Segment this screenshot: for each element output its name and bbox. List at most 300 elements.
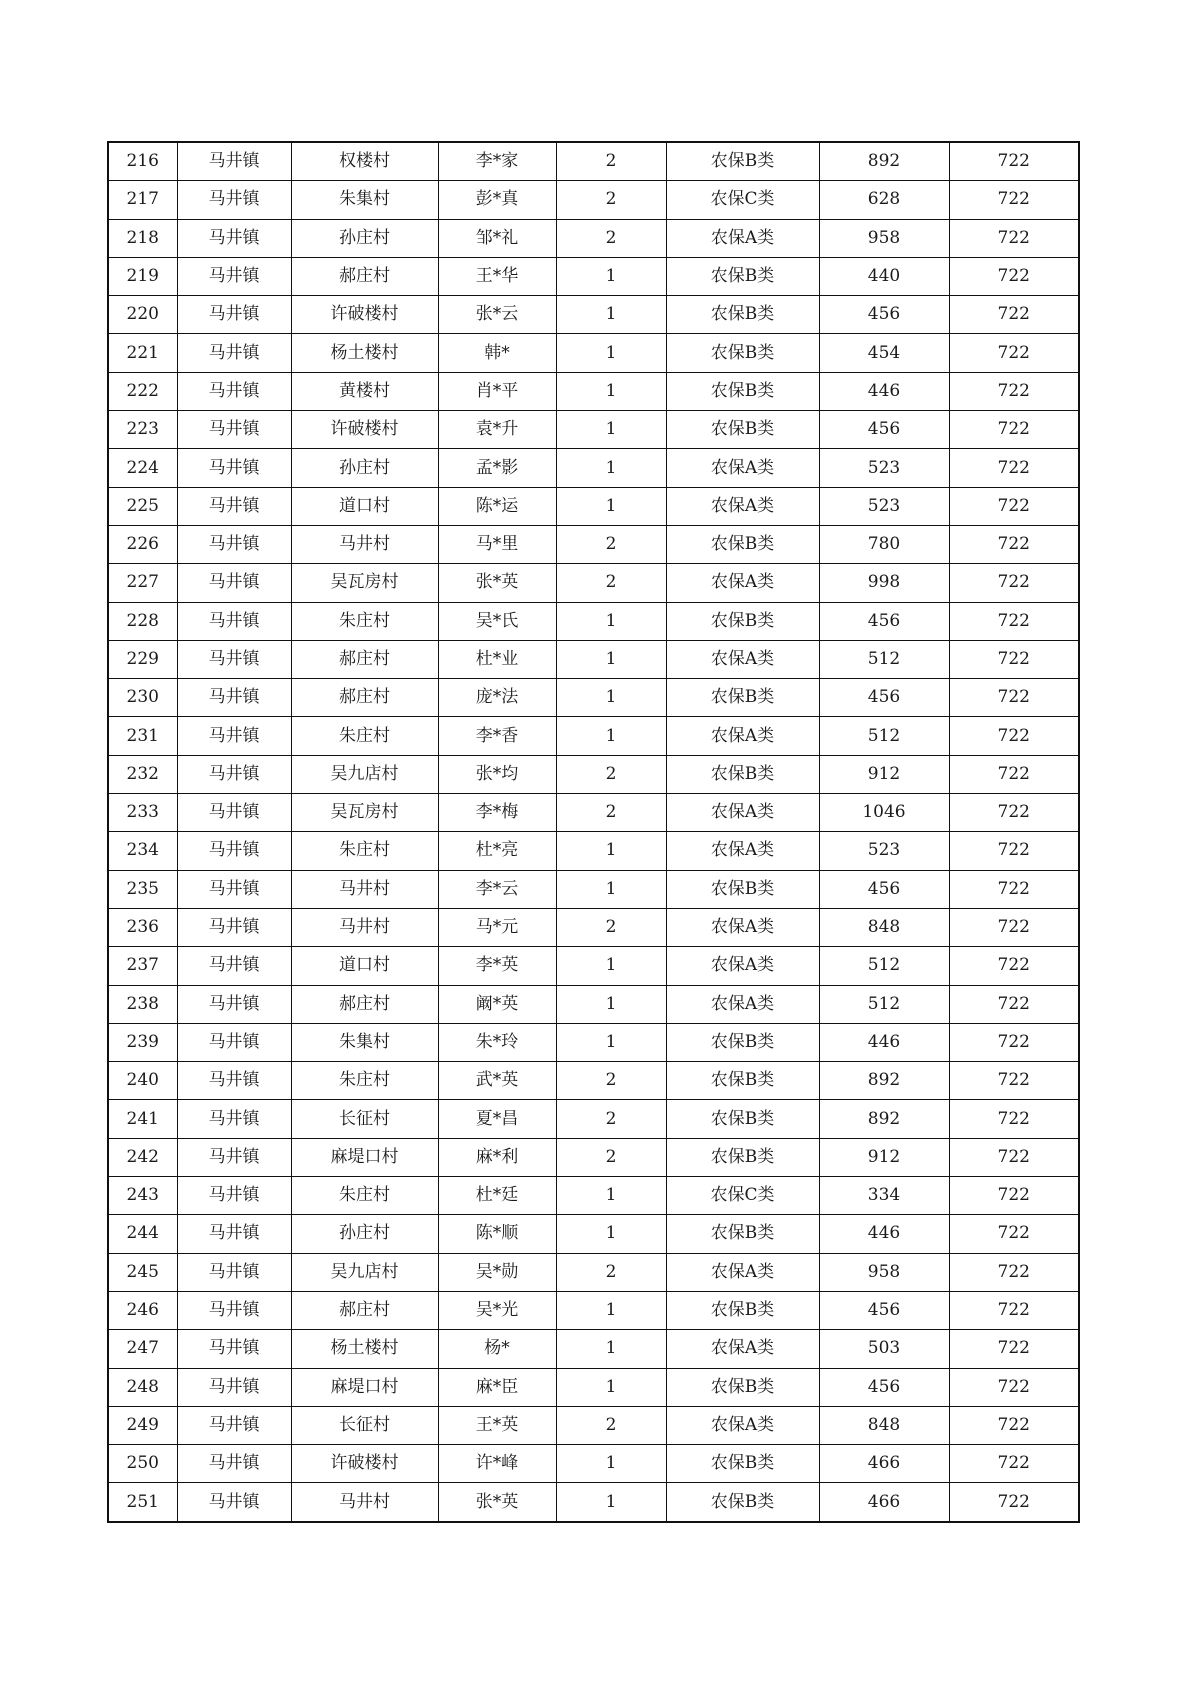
town-cell: 马井镇 bbox=[177, 870, 291, 908]
name-cell: 彭*真 bbox=[438, 181, 556, 219]
town-cell: 马井镇 bbox=[177, 908, 291, 946]
town-cell: 马井镇 bbox=[177, 219, 291, 257]
village-cell: 郝庄村 bbox=[291, 679, 438, 717]
amount-cell: 1046 bbox=[819, 794, 949, 832]
name-cell: 袁*升 bbox=[438, 411, 556, 449]
row-number-cell: 249 bbox=[108, 1406, 177, 1444]
town-cell: 马井镇 bbox=[177, 1291, 291, 1329]
row-number-cell: 244 bbox=[108, 1215, 177, 1253]
row-number-cell: 238 bbox=[108, 985, 177, 1023]
table-row bbox=[108, 717, 1079, 755]
village-cell: 许破楼村 bbox=[291, 411, 438, 449]
standard-cell: 722 bbox=[949, 717, 1079, 755]
name-cell: 麻*利 bbox=[438, 1138, 556, 1176]
amount-cell: 912 bbox=[819, 1138, 949, 1176]
standard-cell: 722 bbox=[949, 142, 1079, 181]
household-count-cell: 1 bbox=[556, 1177, 666, 1215]
standard-cell: 722 bbox=[949, 372, 1079, 410]
name-cell: 马*里 bbox=[438, 525, 556, 563]
name-cell: 韩* bbox=[438, 334, 556, 372]
row-number-cell: 240 bbox=[108, 1062, 177, 1100]
insurance-category-cell: 农保A类 bbox=[666, 908, 819, 946]
name-cell: 阚*英 bbox=[438, 985, 556, 1023]
village-cell: 杨土楼村 bbox=[291, 334, 438, 372]
table-row bbox=[108, 564, 1079, 602]
insurance-category-cell: 农保A类 bbox=[666, 564, 819, 602]
village-cell: 吴瓦房村 bbox=[291, 794, 438, 832]
table-row bbox=[108, 1100, 1079, 1138]
amount-cell: 503 bbox=[819, 1330, 949, 1368]
table-row bbox=[108, 794, 1079, 832]
village-cell: 孙庄村 bbox=[291, 449, 438, 487]
name-cell: 许*峰 bbox=[438, 1445, 556, 1483]
insurance-category-cell: 农保A类 bbox=[666, 1330, 819, 1368]
standard-cell: 722 bbox=[949, 602, 1079, 640]
village-cell: 道口村 bbox=[291, 487, 438, 525]
insurance-category-cell: 农保B类 bbox=[666, 1062, 819, 1100]
amount-cell: 456 bbox=[819, 296, 949, 334]
standard-cell: 722 bbox=[949, 1177, 1079, 1215]
name-cell: 王*华 bbox=[438, 257, 556, 295]
amount-cell: 456 bbox=[819, 1368, 949, 1406]
household-count-cell: 2 bbox=[556, 755, 666, 793]
table-row bbox=[108, 832, 1079, 870]
amount-cell: 512 bbox=[819, 640, 949, 678]
amount-cell: 456 bbox=[819, 1291, 949, 1329]
row-number-cell: 228 bbox=[108, 602, 177, 640]
standard-cell: 722 bbox=[949, 257, 1079, 295]
town-cell: 马井镇 bbox=[177, 257, 291, 295]
village-cell: 道口村 bbox=[291, 947, 438, 985]
insurance-category-cell: 农保A类 bbox=[666, 640, 819, 678]
insurance-category-cell: 农保B类 bbox=[666, 142, 819, 181]
household-count-cell: 2 bbox=[556, 142, 666, 181]
row-number-cell: 233 bbox=[108, 794, 177, 832]
village-cell: 许破楼村 bbox=[291, 1445, 438, 1483]
insurance-category-cell: 农保A类 bbox=[666, 1253, 819, 1291]
row-number-cell: 226 bbox=[108, 525, 177, 563]
standard-cell: 722 bbox=[949, 411, 1079, 449]
name-cell: 吴*光 bbox=[438, 1291, 556, 1329]
household-count-cell: 1 bbox=[556, 411, 666, 449]
town-cell: 马井镇 bbox=[177, 1483, 291, 1522]
village-cell: 朱庄村 bbox=[291, 832, 438, 870]
name-cell: 陈*顺 bbox=[438, 1215, 556, 1253]
village-cell: 许破楼村 bbox=[291, 296, 438, 334]
standard-cell: 722 bbox=[949, 794, 1079, 832]
standard-cell: 722 bbox=[949, 525, 1079, 563]
amount-cell: 466 bbox=[819, 1483, 949, 1522]
insurance-category-cell: 农保B类 bbox=[666, 411, 819, 449]
amount-cell: 440 bbox=[819, 257, 949, 295]
household-count-cell: 1 bbox=[556, 372, 666, 410]
insurance-category-cell: 农保B类 bbox=[666, 1138, 819, 1176]
table-row bbox=[108, 372, 1079, 410]
standard-cell: 722 bbox=[949, 334, 1079, 372]
town-cell: 马井镇 bbox=[177, 602, 291, 640]
row-number-cell: 223 bbox=[108, 411, 177, 449]
name-cell: 张*均 bbox=[438, 755, 556, 793]
village-cell: 麻堤口村 bbox=[291, 1368, 438, 1406]
town-cell: 马井镇 bbox=[177, 142, 291, 181]
village-cell: 朱庄村 bbox=[291, 1177, 438, 1215]
village-cell: 郝庄村 bbox=[291, 1291, 438, 1329]
town-cell: 马井镇 bbox=[177, 794, 291, 832]
amount-cell: 512 bbox=[819, 947, 949, 985]
standard-cell: 722 bbox=[949, 1100, 1079, 1138]
town-cell: 马井镇 bbox=[177, 1100, 291, 1138]
amount-cell: 446 bbox=[819, 1215, 949, 1253]
name-cell: 张*云 bbox=[438, 296, 556, 334]
household-count-cell: 1 bbox=[556, 640, 666, 678]
row-number-cell: 221 bbox=[108, 334, 177, 372]
amount-cell: 454 bbox=[819, 334, 949, 372]
amount-cell: 958 bbox=[819, 219, 949, 257]
village-cell: 马井村 bbox=[291, 525, 438, 563]
row-number-cell: 248 bbox=[108, 1368, 177, 1406]
insurance-category-cell: 农保A类 bbox=[666, 717, 819, 755]
standard-cell: 722 bbox=[949, 755, 1079, 793]
village-cell: 马井村 bbox=[291, 1483, 438, 1522]
table-row bbox=[108, 1023, 1079, 1061]
amount-cell: 456 bbox=[819, 602, 949, 640]
table-row bbox=[108, 487, 1079, 525]
amount-cell: 892 bbox=[819, 142, 949, 181]
amount-cell: 446 bbox=[819, 1023, 949, 1061]
insurance-category-cell: 农保B类 bbox=[666, 1215, 819, 1253]
row-number-cell: 219 bbox=[108, 257, 177, 295]
amount-cell: 456 bbox=[819, 679, 949, 717]
name-cell: 庞*法 bbox=[438, 679, 556, 717]
household-count-cell: 1 bbox=[556, 334, 666, 372]
town-cell: 马井镇 bbox=[177, 755, 291, 793]
household-count-cell: 1 bbox=[556, 296, 666, 334]
household-count-cell: 1 bbox=[556, 985, 666, 1023]
amount-cell: 512 bbox=[819, 717, 949, 755]
household-count-cell: 1 bbox=[556, 679, 666, 717]
insurance-category-cell: 农保A类 bbox=[666, 219, 819, 257]
amount-cell: 334 bbox=[819, 1177, 949, 1215]
row-number-cell: 245 bbox=[108, 1253, 177, 1291]
table-row bbox=[108, 1291, 1079, 1329]
town-cell: 马井镇 bbox=[177, 181, 291, 219]
row-number-cell: 235 bbox=[108, 870, 177, 908]
table-row bbox=[108, 1138, 1079, 1176]
household-count-cell: 1 bbox=[556, 1368, 666, 1406]
table-row bbox=[108, 1062, 1079, 1100]
name-cell: 武*英 bbox=[438, 1062, 556, 1100]
village-cell: 马井村 bbox=[291, 908, 438, 946]
household-count-cell: 1 bbox=[556, 602, 666, 640]
household-count-cell: 2 bbox=[556, 1100, 666, 1138]
name-cell: 杜*廷 bbox=[438, 1177, 556, 1215]
standard-cell: 722 bbox=[949, 564, 1079, 602]
name-cell: 夏*昌 bbox=[438, 1100, 556, 1138]
table-row bbox=[108, 985, 1079, 1023]
household-count-cell: 2 bbox=[556, 219, 666, 257]
name-cell: 邹*礼 bbox=[438, 219, 556, 257]
village-cell: 朱庄村 bbox=[291, 1062, 438, 1100]
household-count-cell: 1 bbox=[556, 1023, 666, 1061]
town-cell: 马井镇 bbox=[177, 1138, 291, 1176]
village-cell: 郝庄村 bbox=[291, 985, 438, 1023]
town-cell: 马井镇 bbox=[177, 832, 291, 870]
name-cell: 孟*影 bbox=[438, 449, 556, 487]
village-cell: 吴九店村 bbox=[291, 1253, 438, 1291]
name-cell: 吴*氏 bbox=[438, 602, 556, 640]
town-cell: 马井镇 bbox=[177, 525, 291, 563]
insurance-category-cell: 农保B类 bbox=[666, 296, 819, 334]
household-count-cell: 2 bbox=[556, 908, 666, 946]
village-cell: 朱庄村 bbox=[291, 602, 438, 640]
household-count-cell: 1 bbox=[556, 1291, 666, 1329]
row-number-cell: 224 bbox=[108, 449, 177, 487]
town-cell: 马井镇 bbox=[177, 449, 291, 487]
amount-cell: 848 bbox=[819, 908, 949, 946]
village-cell: 朱集村 bbox=[291, 1023, 438, 1061]
row-number-cell: 242 bbox=[108, 1138, 177, 1176]
village-cell: 郝庄村 bbox=[291, 640, 438, 678]
standard-cell: 722 bbox=[949, 181, 1079, 219]
name-cell: 杜*业 bbox=[438, 640, 556, 678]
standard-cell: 722 bbox=[949, 870, 1079, 908]
table-row bbox=[108, 1330, 1079, 1368]
table-row bbox=[108, 679, 1079, 717]
household-count-cell: 2 bbox=[556, 1138, 666, 1176]
town-cell: 马井镇 bbox=[177, 296, 291, 334]
insurance-category-cell: 农保A类 bbox=[666, 487, 819, 525]
town-cell: 马井镇 bbox=[177, 985, 291, 1023]
town-cell: 马井镇 bbox=[177, 1253, 291, 1291]
town-cell: 马井镇 bbox=[177, 1368, 291, 1406]
household-count-cell: 1 bbox=[556, 717, 666, 755]
amount-cell: 998 bbox=[819, 564, 949, 602]
row-number-cell: 247 bbox=[108, 1330, 177, 1368]
town-cell: 马井镇 bbox=[177, 1406, 291, 1444]
name-cell: 张*英 bbox=[438, 564, 556, 602]
insurance-category-cell: 农保B类 bbox=[666, 679, 819, 717]
insurance-category-cell: 农保A类 bbox=[666, 985, 819, 1023]
name-cell: 李*英 bbox=[438, 947, 556, 985]
standard-cell: 722 bbox=[949, 1445, 1079, 1483]
town-cell: 马井镇 bbox=[177, 947, 291, 985]
insurance-category-cell: 农保C类 bbox=[666, 181, 819, 219]
row-number-cell: 251 bbox=[108, 1483, 177, 1522]
standard-cell: 722 bbox=[949, 679, 1079, 717]
row-number-cell: 220 bbox=[108, 296, 177, 334]
table-row bbox=[108, 142, 1079, 181]
village-cell: 麻堤口村 bbox=[291, 1138, 438, 1176]
amount-cell: 892 bbox=[819, 1062, 949, 1100]
name-cell: 麻*臣 bbox=[438, 1368, 556, 1406]
row-number-cell: 231 bbox=[108, 717, 177, 755]
standard-cell: 722 bbox=[949, 1215, 1079, 1253]
insurance-category-cell: 农保B类 bbox=[666, 1100, 819, 1138]
table-row bbox=[108, 257, 1079, 295]
household-count-cell: 1 bbox=[556, 870, 666, 908]
town-cell: 马井镇 bbox=[177, 1062, 291, 1100]
beneficiary-table bbox=[107, 141, 1080, 1523]
table-row bbox=[108, 296, 1079, 334]
household-count-cell: 1 bbox=[556, 947, 666, 985]
table-row bbox=[108, 602, 1079, 640]
amount-cell: 512 bbox=[819, 985, 949, 1023]
village-cell: 郝庄村 bbox=[291, 257, 438, 295]
amount-cell: 456 bbox=[819, 870, 949, 908]
village-cell: 长征村 bbox=[291, 1100, 438, 1138]
table-row bbox=[108, 947, 1079, 985]
table-row bbox=[108, 219, 1079, 257]
insurance-category-cell: 农保B类 bbox=[666, 602, 819, 640]
village-cell: 孙庄村 bbox=[291, 1215, 438, 1253]
standard-cell: 722 bbox=[949, 832, 1079, 870]
insurance-category-cell: 农保A类 bbox=[666, 1406, 819, 1444]
standard-cell: 722 bbox=[949, 947, 1079, 985]
household-count-cell: 2 bbox=[556, 794, 666, 832]
town-cell: 马井镇 bbox=[177, 1330, 291, 1368]
standard-cell: 722 bbox=[949, 1023, 1079, 1061]
standard-cell: 722 bbox=[949, 908, 1079, 946]
table-row bbox=[108, 525, 1079, 563]
amount-cell: 456 bbox=[819, 411, 949, 449]
table-row bbox=[108, 755, 1079, 793]
standard-cell: 722 bbox=[949, 487, 1079, 525]
insurance-category-cell: 农保B类 bbox=[666, 1483, 819, 1522]
insurance-category-cell: 农保A类 bbox=[666, 832, 819, 870]
row-number-cell: 246 bbox=[108, 1291, 177, 1329]
table-row bbox=[108, 411, 1079, 449]
insurance-category-cell: 农保B类 bbox=[666, 334, 819, 372]
insurance-category-cell: 农保A类 bbox=[666, 794, 819, 832]
amount-cell: 848 bbox=[819, 1406, 949, 1444]
name-cell: 李*香 bbox=[438, 717, 556, 755]
town-cell: 马井镇 bbox=[177, 411, 291, 449]
standard-cell: 722 bbox=[949, 1368, 1079, 1406]
insurance-category-cell: 农保B类 bbox=[666, 1445, 819, 1483]
insurance-category-cell: 农保B类 bbox=[666, 257, 819, 295]
row-number-cell: 230 bbox=[108, 679, 177, 717]
standard-cell: 722 bbox=[949, 1406, 1079, 1444]
row-number-cell: 225 bbox=[108, 487, 177, 525]
standard-cell: 722 bbox=[949, 1062, 1079, 1100]
table-row bbox=[108, 1215, 1079, 1253]
town-cell: 马井镇 bbox=[177, 487, 291, 525]
standard-cell: 722 bbox=[949, 449, 1079, 487]
insurance-category-cell: 农保A类 bbox=[666, 947, 819, 985]
table-row bbox=[108, 334, 1079, 372]
insurance-category-cell: 农保A类 bbox=[666, 449, 819, 487]
household-count-cell: 2 bbox=[556, 1062, 666, 1100]
row-number-cell: 229 bbox=[108, 640, 177, 678]
table-row bbox=[108, 181, 1079, 219]
table-row bbox=[108, 908, 1079, 946]
name-cell: 李*云 bbox=[438, 870, 556, 908]
table-row bbox=[108, 1368, 1079, 1406]
amount-cell: 523 bbox=[819, 487, 949, 525]
name-cell: 陈*运 bbox=[438, 487, 556, 525]
village-cell: 朱庄村 bbox=[291, 717, 438, 755]
village-cell: 吴瓦房村 bbox=[291, 564, 438, 602]
town-cell: 马井镇 bbox=[177, 564, 291, 602]
row-number-cell: 250 bbox=[108, 1445, 177, 1483]
amount-cell: 958 bbox=[819, 1253, 949, 1291]
insurance-category-cell: 农保B类 bbox=[666, 1368, 819, 1406]
table-body bbox=[108, 142, 1079, 1522]
town-cell: 马井镇 bbox=[177, 372, 291, 410]
name-cell: 张*英 bbox=[438, 1483, 556, 1522]
amount-cell: 912 bbox=[819, 755, 949, 793]
row-number-cell: 217 bbox=[108, 181, 177, 219]
table-row bbox=[108, 1445, 1079, 1483]
row-number-cell: 243 bbox=[108, 1177, 177, 1215]
row-number-cell: 234 bbox=[108, 832, 177, 870]
standard-cell: 722 bbox=[949, 985, 1079, 1023]
household-count-cell: 2 bbox=[556, 1406, 666, 1444]
row-number-cell: 218 bbox=[108, 219, 177, 257]
insurance-category-cell: 农保B类 bbox=[666, 525, 819, 563]
table-row bbox=[108, 1177, 1079, 1215]
household-count-cell: 1 bbox=[556, 257, 666, 295]
standard-cell: 722 bbox=[949, 219, 1079, 257]
town-cell: 马井镇 bbox=[177, 679, 291, 717]
amount-cell: 523 bbox=[819, 832, 949, 870]
household-count-cell: 1 bbox=[556, 449, 666, 487]
village-cell: 权楼村 bbox=[291, 142, 438, 181]
row-number-cell: 216 bbox=[108, 142, 177, 181]
town-cell: 马井镇 bbox=[177, 1177, 291, 1215]
village-cell: 朱集村 bbox=[291, 181, 438, 219]
town-cell: 马井镇 bbox=[177, 1445, 291, 1483]
household-count-cell: 1 bbox=[556, 1330, 666, 1368]
amount-cell: 446 bbox=[819, 372, 949, 410]
table-row bbox=[108, 1483, 1079, 1522]
row-number-cell: 227 bbox=[108, 564, 177, 602]
household-count-cell: 2 bbox=[556, 181, 666, 219]
name-cell: 王*英 bbox=[438, 1406, 556, 1444]
name-cell: 李*家 bbox=[438, 142, 556, 181]
village-cell: 吴九店村 bbox=[291, 755, 438, 793]
household-count-cell: 2 bbox=[556, 525, 666, 563]
insurance-category-cell: 农保B类 bbox=[666, 1023, 819, 1061]
name-cell: 肖*平 bbox=[438, 372, 556, 410]
name-cell: 朱*玲 bbox=[438, 1023, 556, 1061]
household-count-cell: 1 bbox=[556, 832, 666, 870]
village-cell: 马井村 bbox=[291, 870, 438, 908]
household-count-cell: 1 bbox=[556, 1445, 666, 1483]
row-number-cell: 239 bbox=[108, 1023, 177, 1061]
insurance-category-cell: 农保C类 bbox=[666, 1177, 819, 1215]
table-row bbox=[108, 449, 1079, 487]
town-cell: 马井镇 bbox=[177, 1023, 291, 1061]
village-cell: 长征村 bbox=[291, 1406, 438, 1444]
household-count-cell: 2 bbox=[556, 1253, 666, 1291]
insurance-category-cell: 农保B类 bbox=[666, 755, 819, 793]
household-count-cell: 1 bbox=[556, 1483, 666, 1522]
row-number-cell: 232 bbox=[108, 755, 177, 793]
standard-cell: 722 bbox=[949, 1253, 1079, 1291]
standard-cell: 722 bbox=[949, 296, 1079, 334]
name-cell: 杨* bbox=[438, 1330, 556, 1368]
household-count-cell: 2 bbox=[556, 564, 666, 602]
amount-cell: 892 bbox=[819, 1100, 949, 1138]
insurance-category-cell: 农保B类 bbox=[666, 1291, 819, 1329]
amount-cell: 780 bbox=[819, 525, 949, 563]
name-cell: 李*梅 bbox=[438, 794, 556, 832]
village-cell: 杨土楼村 bbox=[291, 1330, 438, 1368]
standard-cell: 722 bbox=[949, 1138, 1079, 1176]
standard-cell: 722 bbox=[949, 1330, 1079, 1368]
insurance-category-cell: 农保B类 bbox=[666, 870, 819, 908]
